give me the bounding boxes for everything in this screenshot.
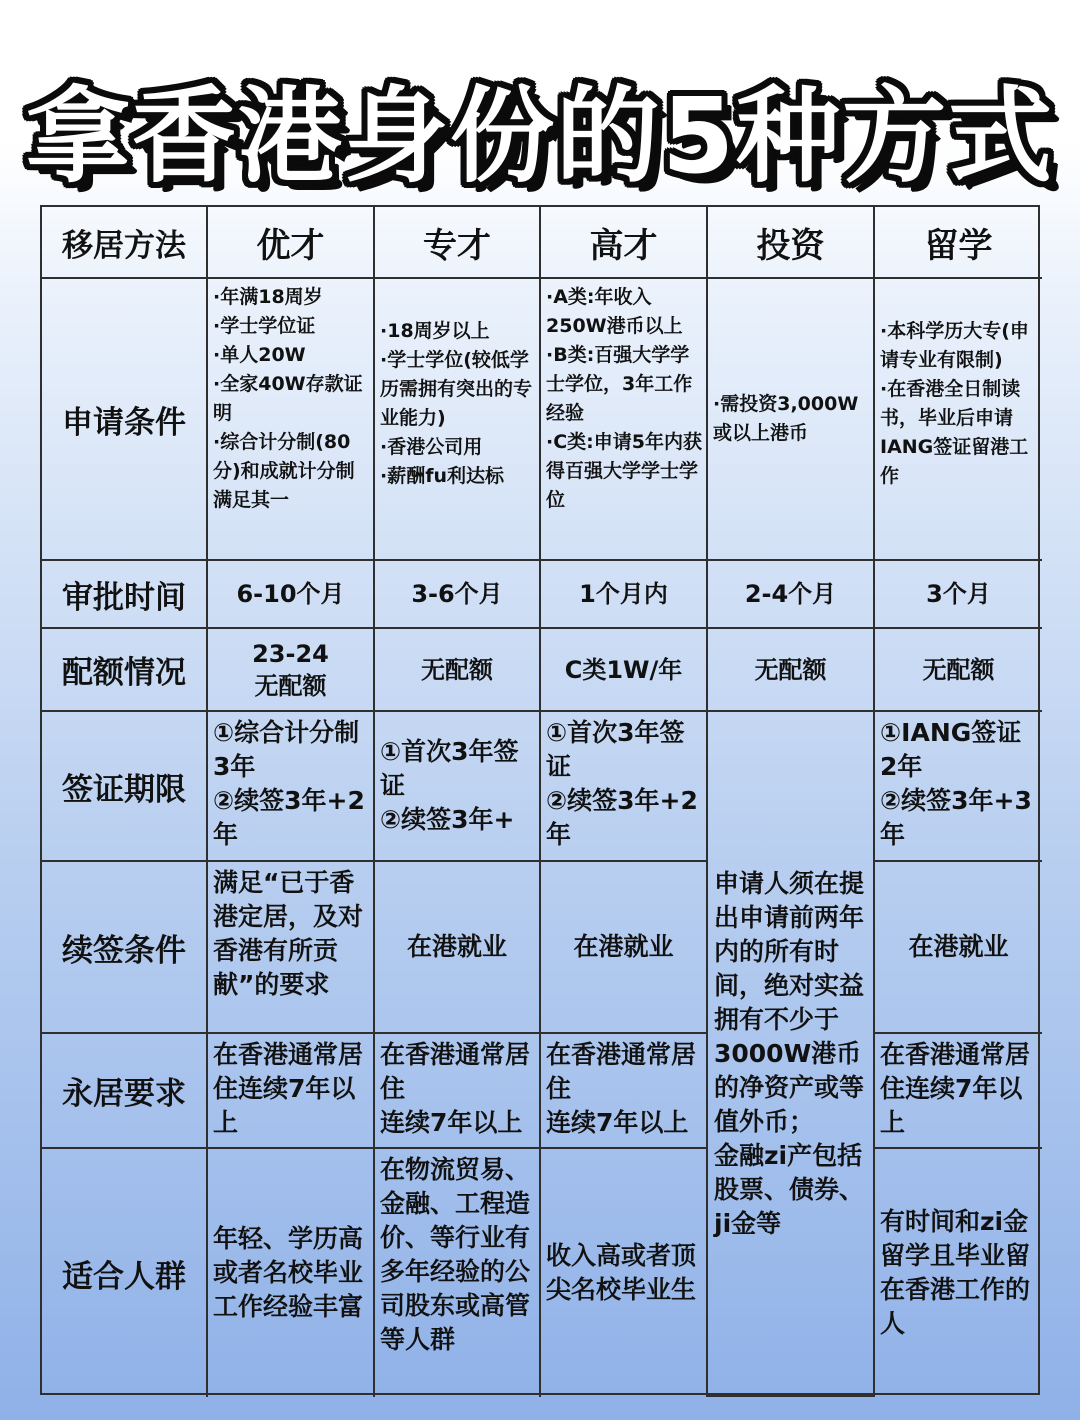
cell-suitable-liuxue: 有时间和zi金留学且毕业留在香港工作的人 bbox=[880, 1207, 1031, 1338]
cell-quota-touzi: 无配额 bbox=[708, 629, 875, 712]
row-label-quota: 配额情况 bbox=[42, 629, 208, 712]
row-label-approval-time: 审批时间 bbox=[42, 561, 208, 629]
header-method: 移居方法 bbox=[42, 207, 208, 279]
cell-approval-zhuancai: 3-6个月 bbox=[375, 561, 541, 629]
cell-requirements-gaocai: ·A类:年收入250W港币以上 ·B类:百强大学学士学位，3年工作经验 ·C类:申请5年内获得百强大学学士学位 bbox=[541, 279, 708, 561]
row-label-renewal: 续签条件 bbox=[42, 862, 208, 1034]
row-label-requirements: 申请条件 bbox=[42, 279, 208, 561]
cell-visa-gaocai: ①首次3年签证 ②续签3年+2年 bbox=[541, 712, 708, 862]
row-label-visa-period: 签证期限 bbox=[42, 712, 208, 862]
cell-visa-youcai: ①综合计分制3年 ②续签3年+2年 bbox=[208, 712, 375, 862]
cell-quota-youcai: 23-24 无配额 bbox=[208, 629, 375, 712]
header-touzi: 投资 bbox=[708, 207, 875, 279]
cell-approval-touzi: 2-4个月 bbox=[708, 561, 875, 629]
cell-renewal-liuxue: 在港就业 bbox=[875, 862, 1042, 1034]
cell-requirements-touzi: ·需投资3,000W或以上港币 bbox=[708, 279, 875, 561]
cell-requirements-youcai: ·年满18周岁 ·学士学位证 ·单人20W ·全家40W存款证明 ·综合计分制(80分)和成就计分制满足其一 bbox=[208, 279, 375, 561]
cell-quota-zhuancai: 无配额 bbox=[375, 629, 541, 712]
cell-suitable-youcai: 年轻、学历高或者名校毕业工作经验丰富 bbox=[208, 1149, 375, 1397]
cell-pr-zhuancai: 在香港通常居住 连续7年以上 bbox=[375, 1034, 541, 1149]
page-title: 拿香港身份的5种方式 bbox=[25, 75, 1055, 197]
cell-approval-gaocai: 1个月内 bbox=[541, 561, 708, 629]
cell-renewal-gaocai: 在港就业 bbox=[541, 862, 708, 1034]
cell-pr-gaocai: 在香港通常居住 连续7年以上 bbox=[541, 1034, 708, 1149]
cell-quota-liuxue: 无配额 bbox=[875, 629, 1042, 712]
cell-requirements-zhuancai: ·18周岁以上 ·学士学位(较低学历需拥有突出的专业能力) ·香港公司用 ·薪酬fu利达标 bbox=[375, 279, 541, 561]
cell-approval-liuxue: 3个月 bbox=[875, 561, 1042, 629]
cell-quota-gaocai: C类1W/年 bbox=[541, 629, 708, 712]
cell-suitable-zhuancai: 在物流贸易、金融、工程造价、等行业有多年经验的公司股东或高管等人群 bbox=[375, 1149, 541, 1397]
cell-pr-liuxue: 在香港通常居住连续7年以上 bbox=[875, 1034, 1042, 1149]
cell-renewal-youcai: 满足“已于香港定居，及对香港有所贡献”的要求 bbox=[208, 862, 375, 1034]
cell-pr-youcai: 在香港通常居住连续7年以上 bbox=[208, 1034, 375, 1149]
row-label-permanent-residence: 永居要求 bbox=[42, 1034, 208, 1149]
cell-requirements-liuxue: ·本科学历大专(申请专业有限制) ·在香港全日制读书，毕业后申请IANG签证留港工作 bbox=[875, 279, 1042, 561]
header-liuxue: 留学 bbox=[875, 207, 1042, 279]
cell-visa-zhuancai: ①首次3年签证 ②续签3年+ bbox=[375, 712, 541, 862]
header-gaocai: 高才 bbox=[541, 207, 708, 279]
cell-investment-merged: 申请人须在提出申请前两年内的所有时间，绝对实益拥有不少于3000W港币的净资产或等值外币； 金融zi产包括股票、债券、ji金等 bbox=[708, 712, 875, 1397]
header-zhuancai: 专才 bbox=[375, 207, 541, 279]
header-youcai: 优才 bbox=[208, 207, 375, 279]
cell-renewal-zhuancai: 在港就业 bbox=[375, 862, 541, 1034]
comparison-table bbox=[40, 205, 1040, 1395]
cell-approval-youcai: 6-10个月 bbox=[208, 561, 375, 629]
row-label-suitable-people: 适合人群 bbox=[42, 1149, 208, 1397]
cell-suitable-gaocai: 收入高或者顶尖名校毕业生 bbox=[541, 1149, 708, 1397]
cell-visa-liuxue: ①IANG签证2年 ②续签3年+3年 bbox=[875, 712, 1042, 862]
